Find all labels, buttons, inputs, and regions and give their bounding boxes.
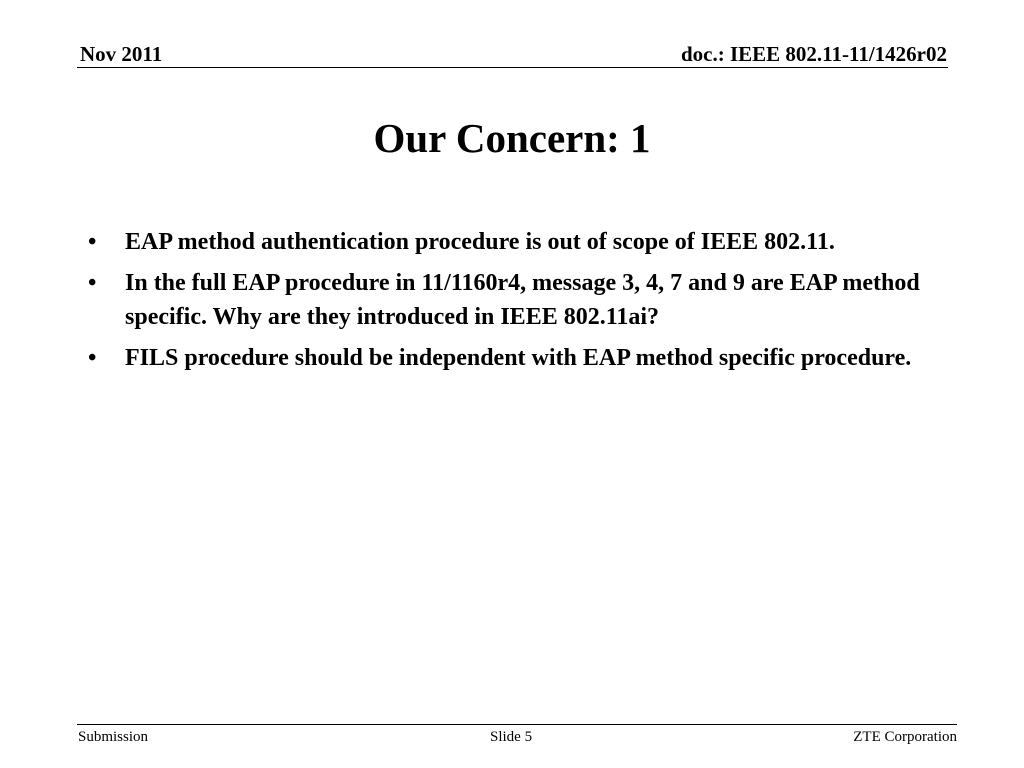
bullet-text: FILS procedure should be independent with EAP method specific procedure. [125, 345, 912, 371]
header-divider [77, 67, 948, 68]
header-date: Nov 2011 [80, 42, 163, 66]
header-doc-id: doc.: IEEE 802.11-11/1426r02 [680, 42, 947, 66]
bullet-icon: • [88, 229, 97, 255]
footer-divider [77, 724, 957, 725]
slide-title: Our Concern: 1 [373, 115, 651, 161]
bullet-text: EAP method authentication procedure is out of scope of IEEE 802.11. [125, 229, 835, 255]
footer-submission: Submission [78, 729, 149, 745]
bullet-text: In the full EAP procedure in 11/1160r4, message 3, 4, 7 and 9 are EAP method specific. Why are they introduced in IEEE 802.11ai? [125, 270, 920, 330]
footer-organization: ZTE Corporation [853, 729, 957, 745]
bullet-item [88, 225, 938, 259]
bullet-icon: • [88, 270, 97, 296]
bullet-item [88, 341, 938, 375]
bullet-item [88, 266, 938, 334]
bullet-list [88, 225, 938, 382]
bullet-icon: • [88, 345, 97, 371]
footer-slide-number: Slide 5 [490, 729, 533, 745]
